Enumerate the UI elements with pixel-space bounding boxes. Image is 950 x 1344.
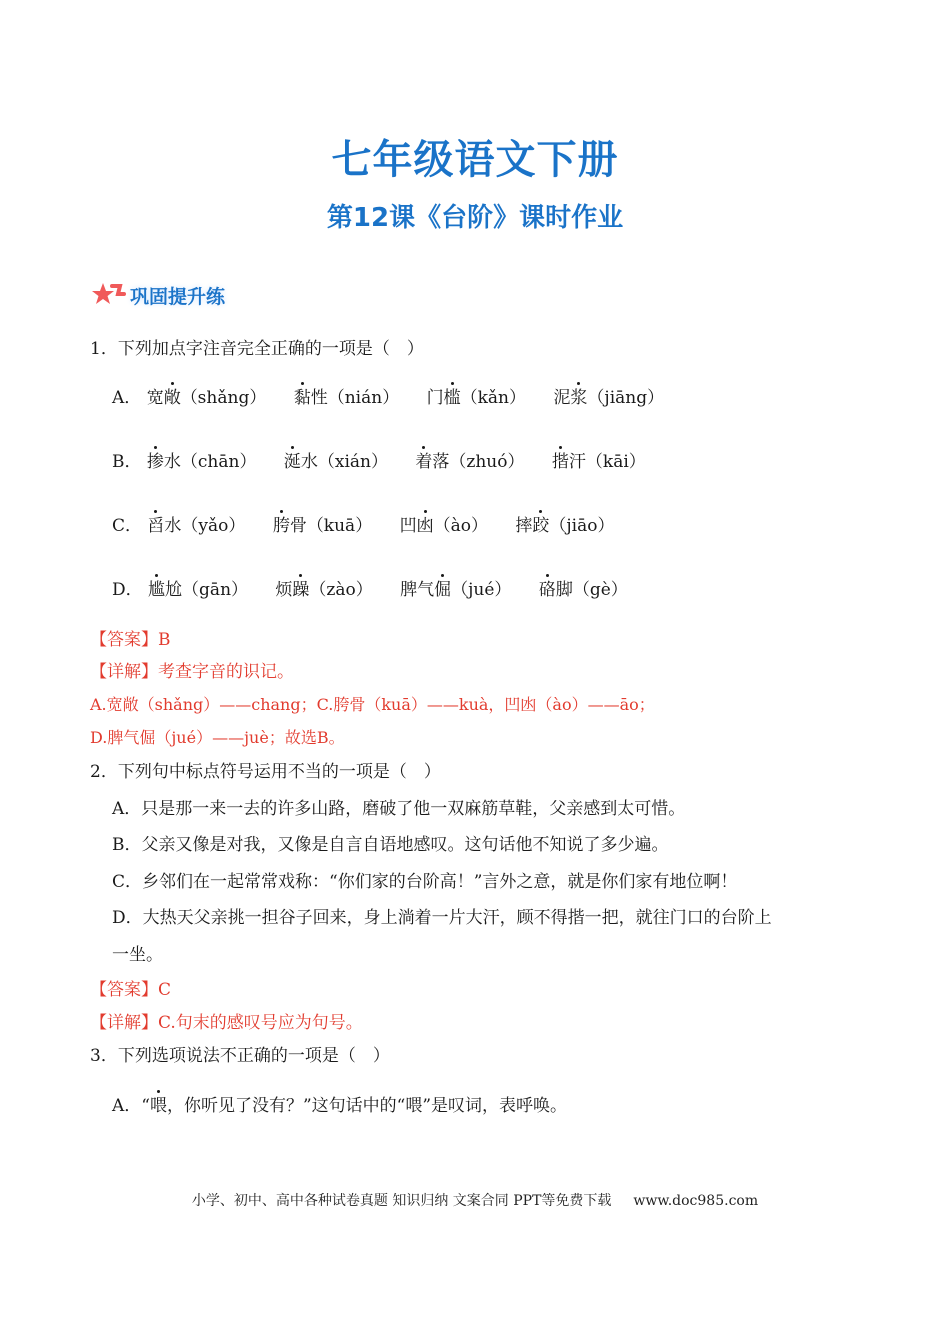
word-item (415, 450, 524, 474)
dotted-char: 浆 (570, 388, 588, 408)
word-item (147, 514, 245, 538)
dotted-char: 涎 (283, 452, 301, 472)
q1-explain: 【详解】考查字音的识记。 (90, 662, 294, 682)
pinyin: （kuā） (306, 516, 373, 536)
pinyin: （shǎng） (180, 388, 267, 408)
char: 凹 (399, 516, 417, 536)
q1-option-c (112, 514, 636, 538)
word-item (294, 386, 399, 410)
pinyin: （kāi） (585, 452, 646, 472)
dotted-char: 躁 (292, 580, 310, 600)
footer-site-link[interactable]: www.doc985.com (633, 1193, 759, 1209)
q2-answer: 【答案】C (90, 980, 172, 1000)
pinyin: （chān） (180, 452, 257, 472)
pinyin: （jiāng） (587, 388, 665, 408)
dotted-char: 掺 (146, 452, 164, 472)
char: 门 (426, 388, 444, 408)
word-item (427, 386, 526, 410)
char: 摔 (515, 516, 533, 536)
footer-text: 小学、初中、高中各种试卷真题 知识归纳 文案合同 PPT等免费下载 (191, 1193, 612, 1209)
char: 水 (300, 452, 318, 472)
q3-option-a (112, 1094, 567, 1118)
dotted-char: 胯 (272, 516, 290, 536)
option-prefix: A． (112, 388, 142, 408)
char: 骨 (289, 516, 307, 536)
char: 落 (432, 452, 450, 472)
pinyin: （yǎo） (181, 516, 246, 536)
dotted-char: 倔 (434, 580, 452, 600)
char: 宽 (146, 388, 164, 408)
word-item (552, 450, 646, 474)
word-item (553, 386, 664, 410)
q2-option-b: B．父亲又像是对我，又像是自言自语地感叹。这句话他不知说了多少遍。 (112, 835, 669, 855)
document-title: 七年级语文下册 (331, 137, 619, 183)
word-item (539, 578, 628, 602)
dotted-char: 黏 (293, 388, 311, 408)
dotted-char: 凼 (416, 516, 434, 536)
star-icon (92, 282, 126, 308)
pinyin: （gè） (572, 580, 628, 600)
pinyin: （zào） (309, 580, 373, 600)
pinyin: （zhuó） (449, 452, 525, 472)
char: 水 (164, 516, 182, 536)
q1-option-b (112, 450, 668, 474)
dotted-char: 喂 (149, 1096, 167, 1116)
q3-stem: 3．下列选项说法不正确的一项是（ ） (90, 1046, 390, 1066)
word-item (147, 450, 257, 474)
dotted-char: 着 (415, 452, 433, 472)
pinyin: （kǎn） (460, 388, 527, 408)
char: 脾气 (400, 580, 435, 600)
q1-option-d (112, 578, 650, 602)
q1-option-a (112, 386, 686, 410)
char: 泥 (553, 388, 571, 408)
word-item (148, 578, 248, 602)
q1-answer: 【答案】B (90, 630, 171, 650)
word-item (275, 578, 372, 602)
section-heading (92, 280, 225, 310)
option-prefix: B． (112, 452, 142, 472)
q2-option-d: D．大热天父亲挑一担谷子回来，身上淌着一片大汗，顾不得揩一把，就往门口的台阶上 (112, 908, 772, 928)
char: 水 (163, 452, 181, 472)
dotted-char: 跤 (532, 516, 550, 536)
q2-explain: 【详解】C.句末的感叹号应为句号。 (90, 1013, 363, 1033)
pinyin: （gān） (182, 580, 249, 600)
option-prefix: C． (112, 516, 143, 536)
word-item (515, 514, 614, 538)
pinyin: （jué） (451, 580, 512, 600)
pinyin: （nián） (327, 388, 400, 408)
dotted-char: 槛 (443, 388, 461, 408)
dotted-char: 舀 (147, 516, 165, 536)
dotted-char: 尴 (148, 580, 166, 600)
word-item (400, 578, 511, 602)
char: 汗 (568, 452, 586, 472)
section-heading-label: 巩固提升练 (130, 285, 226, 308)
word-item (273, 514, 372, 538)
word-item (400, 514, 488, 538)
pinyin: （xián） (317, 452, 388, 472)
option-prefix: A．“ (112, 1096, 150, 1116)
q2-stem: 2．下列句中标点符号运用不当的一项是（ ） (90, 762, 441, 782)
dotted-char: 敞 (163, 388, 181, 408)
word-item (147, 386, 267, 410)
document-subtitle: 第12课《台阶》课时作业 (326, 203, 624, 233)
q2-option-d-cont: 一坐。 (112, 945, 163, 965)
q1-explain-line3: D.脾气倔（jué）——juè；故选B。 (90, 728, 345, 747)
word-item (284, 450, 388, 474)
pinyin: （ào） (433, 516, 488, 536)
option-text: ，你听见了没有？”这句话中的“喂”是叹词，表呼唤。 (166, 1096, 568, 1116)
option-prefix: D． (112, 580, 143, 600)
q2-option-c: C．乡邻们在一起常常戏称：“你们家的台阶高！”言外之意，就是你们家有地位啊！ (112, 872, 738, 892)
q1-explain-line2: A.宽敞（shǎng）——chang；C.胯骨（kuā）——kuà，凹凼（ào）——āo； (90, 695, 655, 714)
dotted-char: 揩 (551, 452, 569, 472)
page-footer (0, 1190, 950, 1210)
char: 尬 (165, 580, 183, 600)
dotted-char: 硌 (538, 580, 556, 600)
char: 性 (310, 388, 328, 408)
char: 烦 (275, 580, 293, 600)
char: 脚 (555, 580, 573, 600)
pinyin: （jiāo） (549, 516, 615, 536)
q2-option-a: A．只是那一来一去的许多山路，磨破了他一双麻筋草鞋，父亲感到太可惜。 (112, 799, 686, 819)
q1-stem: 1．下列加点字注音完全正确的一项是（ ） (90, 339, 424, 359)
